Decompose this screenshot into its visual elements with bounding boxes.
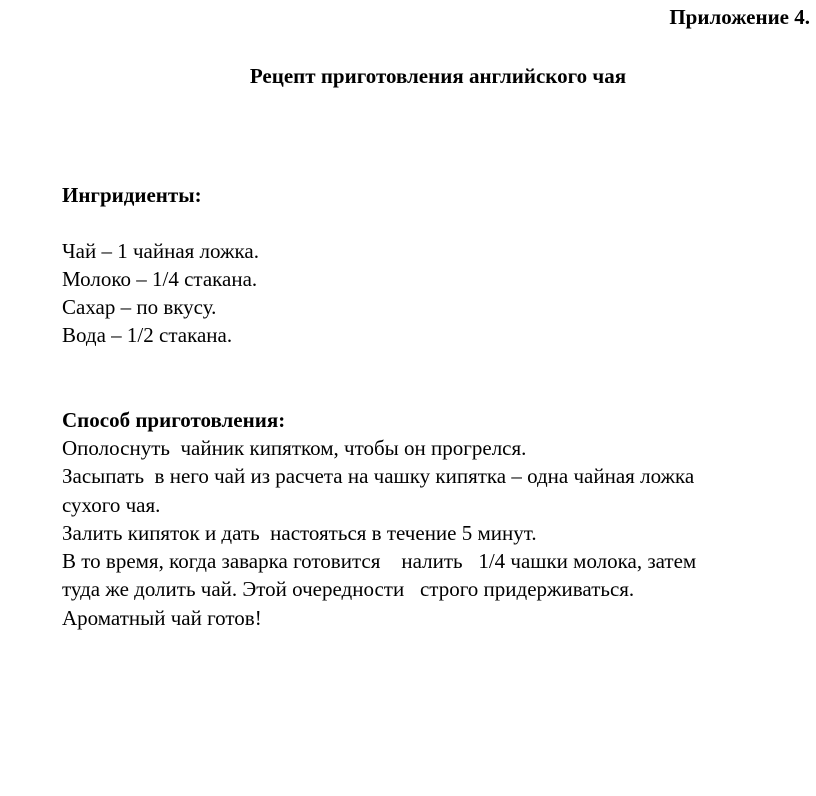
ingredient-item: Вода – 1/2 стакана.: [62, 323, 233, 347]
method-line: Ополоснуть чайник кипятком, чтобы он прогрелся.: [62, 436, 527, 460]
method-line: Засыпать в него чай из расчета на чашку кипятка – одна чайная ложка: [62, 464, 695, 489]
appendix-label: Приложение 4.: [669, 5, 810, 29]
method-heading: Способ приготовления:: [62, 408, 286, 432]
method-line: сухого чая.: [62, 492, 161, 517]
ingredients-heading: Ингридиенты:: [62, 183, 202, 207]
ingredient-item: Сахар – по вкусу.: [62, 295, 217, 319]
ingredients-list: [62, 237, 259, 349]
method-line: В то время, когда заварка готовится налить 1/4 чашки молока, затем: [62, 549, 697, 574]
method-line: Ароматный чай готов!: [62, 605, 262, 630]
document-title: Рецепт приготовления английского чая: [249, 64, 627, 88]
ingredient-item: Чай – 1 чайная ложка.: [62, 239, 259, 263]
method-line: Залить кипяток и дать настояться в течение 5 минут.: [62, 520, 537, 545]
method-line: туда же долить чай. Этой очередности строго придерживаться.: [62, 577, 635, 602]
method-section: [62, 406, 812, 632]
ingredient-item: Молоко – 1/4 стакана.: [62, 267, 258, 291]
